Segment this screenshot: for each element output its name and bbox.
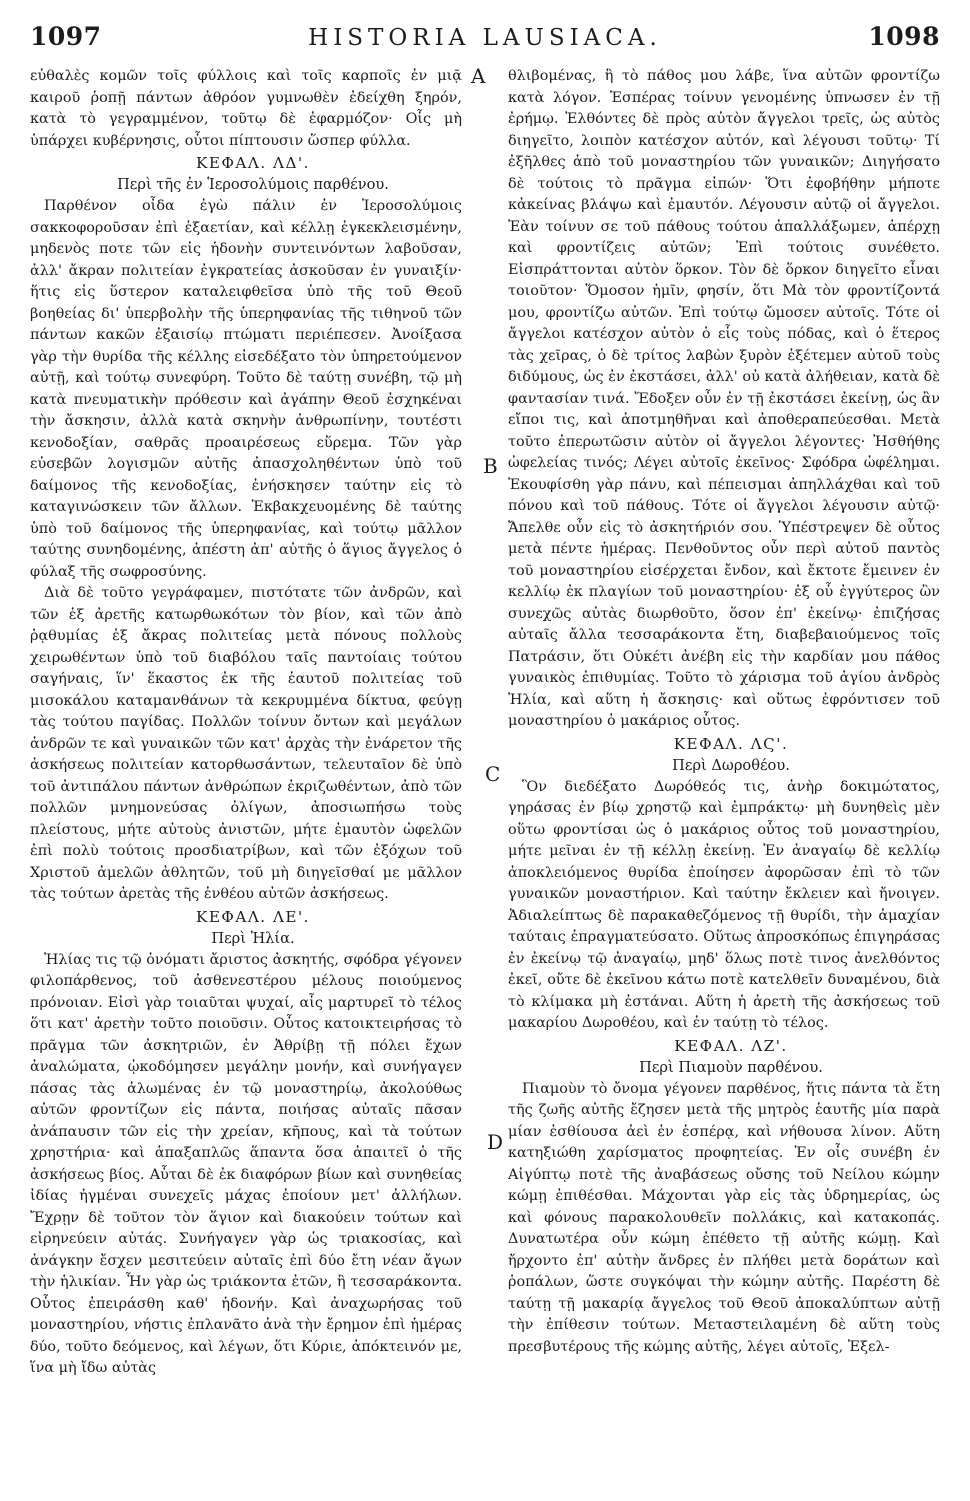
paragraph: Ἠλίας τις τῷ ὀνόματι ἄριστος ἀσκητής, σφόδρα γέγονεν φιλοπάρθενος, τοῦ ἀσθενεστέρου μέλους ποιούμενος πρόνοιαν. Εἰσὶ γὰρ τοιαῦται ψυχαί, αἷς μαρτυρεῖ τὸ τέλος ὅτι κατ' ἀρετὴν τοῦτο ποιοῦσιν. Οὗτος κατοικτειρήσας τὸ πρᾶγμα τῶν ἀσκητριῶν, ἐν Ἀθρίβῃ τῇ πόλει ἔχων ἀναλώματα, ᾠκοδόμησεν μεγάλην μονήν, καὶ συνήγαγεν πάσας τὰς ἀλωμένας ἐν τῷ μοναστηρίῳ, ἀκολούθως αὐτῶν φροντίζων εἰς πάντα, ποιήσας αὐταῖς πᾶσαν ἀνάπαυσιν τῶν εἰς τὴν χρείαν, κῆπους, καὶ τὰ τούτων χρηστήρια· καὶ ἁπαξαπλῶς ἅπαντα ὅσα ἀπαιτεῖ ὁ τῆς ἀσκήσεως βίος. Αὗται δὲ ἐκ διαφόρων βίων καὶ συνηθείας ἰδίας ἠγμέναι συνεχεῖς μάχας ἐποίουν μετ' ἀλλήλων. Ἔχρῃν δὲ τοῦτον τὸν ἅγιον καὶ διακούειν τούτων καὶ εἰρηνεύειν αὐτάς. Συνήγαγεν γὰρ ὡς τριακοσίας, καὶ ἀνάγκην ἔσχεν μεσιτεύειν αὐταῖς ἐπὶ δύο ἔτη νέαν ἄγων τὴν ἡλικίαν. Ἦν γὰρ ὡς τριάκοντα ἐτῶν, ἢ τεσσαράκοντα. Οὗτος ἐπειράσθη καθ' ἡδονήν. Καὶ ἀναχωρήσας τοῦ μοναστηρίου, νήστις ἐπλανᾶτο ἀνὰ τὴν ἔρημον ἐπὶ ἡμέρας δύο, τοῦτο δεόμενος, καὶ λέγων, ὅτι Κύριε, ἀπόκτεινόν με, ἵνα μὴ ἴδω αὐτὰς <box>30 951 462 1376</box>
chapter-subheading: Περὶ Πιαμοὺν παρθένου. <box>639 1058 823 1076</box>
running-title: HISTORIA LAUSIACA. <box>308 25 662 51</box>
chapter-heading: ΚΕΦΑΛ. ΛϚ'. <box>673 734 789 753</box>
chapter-subheading: Περὶ Ἠλία. <box>211 929 295 947</box>
left-column <box>30 66 462 1380</box>
margin-letter-c: C <box>485 762 501 786</box>
page-number-left: 1097 <box>30 22 102 51</box>
margin-letter-d: D <box>487 1130 504 1154</box>
margin-letter-a: A <box>471 64 486 88</box>
chapter-subheading: Περὶ Δωροθέου. <box>672 756 790 774</box>
chapter-heading: ΚΕΦΑΛ. ΛΖ'. <box>674 1036 788 1055</box>
paragraph: Παρθένον οἶδα ἐγὼ πάλιν ἐν Ἱεροσολύμοις σακκοφοροῦσαν ἐπὶ ἑξαετίαν, καὶ κέλλῃ ἐγκεκλεισμένην, μηδενὸς ποτε τῶν εἰς ἡδονὴν συντεινόντων λαβοῦσαν, ἀλλ' ἄκραν πολιτείαν ἐγκρατείας ἀσκοῦσαν ἐν γυναιξίν· ἥτις εἰς ὕστερον καταλειφθεῖσα ὑπὸ τῆς τοῦ Θεοῦ βοηθείας δι' ὑπερβολὴν τῆς ὑπερηφανίας τῆς τιθηνοῦ τῶν πάντων κακῶν ἐξαισίῳ πτώματι περιέπεσεν. Ἀνοίξασα γὰρ τὴν θυρίδα τῆς κέλλης εἰσεδέξατο τὸν ὑπηρετούμενον αὐτῇ, καὶ τούτῳ συνεφύρη. Τοῦτο δὲ ταύτῃ συνέβη, τῷ μὴ κατὰ πνευματικὴν πρόθεσιν καὶ ἀγάπην Θεοῦ ἐσχηκέναι τὴν ἄσκησιν, ἀλλὰ κατὰ σκηνὴν ἀνθρωπίνην, τουτέστι κενοδοξίαν, σαθρᾶς προαιρέσεως εὕρεμα. Τῶν γὰρ εὐσεβῶν λογισμῶν αὐτῆς ἀπασχοληθέντων ὑπὸ τοῦ δαίμονος τῆς κενοδοξίας, ἐνήσκησεν ταύτην εἰς τὸ καταγινώσκειν τῶν ἄλλων. Ἐκβακχευομένης δὲ ταύτης ὑπὸ τοῦ δαίμονος τῆς ὑπερηφανίας, καὶ τούτῳ μᾶλλον ταύτης συνηδομένης, ἀπέστη ἀπ' αὐτῆς ὁ ἅγιος ἄγγελος ὁ φύλαξ τῆς σωφροσύνης. <box>30 198 462 580</box>
paragraph: Διὰ δὲ τοῦτο γεγράφαμεν, πιστότατε τῶν ἀνδρῶν, καὶ τῶν ἐξ ἀρετῆς κατωρθωκότων τὸν βίον, καὶ τῶν ἀπὸ ῥᾳθυμίας ἐξ ἄκρας πολιτείας μετὰ πόνους πολλοὺς χειρωθέντων ὑπὸ τοῦ διαβόλου ταῖς παντοίαις τούτου σαγήναις, ἵν' ἕκαστος ἐκ τῆς ἑαυτοῦ πολιτείας τοῦ μισοκάλου καταμανθάνων τὰ κεκρυμμένα δίκτυα, φεύγῃ τὰς τούτου παγίδας. Πολλῶν τοίνυν ὄντων καὶ μεγάλων ἀνδρῶν τε καὶ γυναικῶν τῶν κατ' ἀρχὰς τὴν ἐνάρετον τῆς ἀσκήσεως πολιτείαν κατορθωσάντων, τελευταῖον δὲ ὑπὸ τοῦ ἀντιπάλου πάντων ἀνθρώπων ἐκριζωθέντων, ἀπὸ τῶν πολλῶν μνημονεύσας ὀλίγων, ἀποσιωπήσω τοὺς πλείστους, μήτε αὐτοὺς ἀνιστῶν, μήτε ἐμαυτὸν ὠφελῶν ἐπὶ πολὺ τούτοις προσδιατρίβων, καὶ τῶν ἐξόχων τοῦ Χριστοῦ ἀμελῶν ἀθλητῶν, τοῦ μὴ διηγεῖσθαί με μᾶλλον τὰς τούτων ἀρετὰς τῆς ἐνθέου αὐτῶν ἀσκήσεως. <box>30 585 462 902</box>
paragraph: Ὃν διεδέξατο Δωρόθεός τις, ἀνὴρ δοκιμώτατος, γηράσας ἐν βίῳ χρηστῷ καὶ ἐμπράκτῳ· μὴ δυνηθεὶς μὲν οὕτω φροντίσαι ὡς ὁ μακάριος οὗτος τοῦ μοναστηρίου, μήτε μεῖναι ἐν τῇ κέλλῃ ἐκείνῃ. Ἐν ἀναγαίῳ δὲ κελλίῳ ἀποκλειόμενος θυρίδα ἐποίησεν ἀφορῶσαν ἐπὶ τὸ τῶν γυναικῶν μοναστήριον. Καὶ ταύτην ἔκλειεν καὶ ἤνοιγεν. Ἀδιαλείπτως δὲ παρακαθεζόμενος τῇ θυρίδι, τὴν ἀμαχίαν ταύταις ἐπραγματεύσατο. Οὕτως ἀπροσκόπως ἐπιγηράσας ἐν ἐκείνῳ τῷ ἀναγαίῳ, μηδ' ὅλως ποτὲ τινος ἀνελθόντος ἐκεῖ, οὔτε δὲ ἐκεῖνου κάτω ποτὲ κατελθεῖν δυναμένου, διὰ τὸ κλίμακα μὴ ἐστάναι. Αὕτη ἡ ἀρετὴ τῆς ἀσκήσεως τοῦ μακαρίου Δωροθέου, καὶ ἐν ταύτῃ τὸ τέλος. <box>508 778 940 1031</box>
chapter-heading: ΚΕΦΑΛ. ΛΔ'. <box>196 154 310 172</box>
paragraph: εὐθαλὲς κομῶν τοῖς φύλλοις καὶ τοῖς καρποῖς ἐν μιᾷ καιροῦ ῥοπῇ πάντων ἀθρόον γυμνωθὲν ἐδείχθη ξηρόν, κατὰ τὸ γεγραμμένον, τοῦτῳ δὲ ἐφαρμόζον· Οἷς μὴ ὑπάρχει κυβέρνησις, οὗτοι πίπτουσιν ὥσπερ φύλλα. <box>30 68 462 149</box>
chapter-heading: ΚΕΦΑΛ. ΛΕ'. <box>195 907 311 926</box>
paragraph: Πιαμοὺν τὸ ὄνομα γέγονεν παρθένος, ἥτις πάντα τὰ ἔτη τῆς ζωῆς αὐτῆς ἔζησεν μετὰ τῆς μητρὸς ἑαυτῆς μία παρὰ μίαν ἐσθίουσα ἀεὶ ἐν ἑσπέρᾳ, καὶ νήθουσα λίνον. Αὕτη κατηξιώθη χαρίσματος προφητείας. Ἐν οἷς συνέβη ἐν Αἰγύπτῳ ποτὲ τῆς ἀναβάσεως οὔσης τοῦ Νείλου κώμην κώμῃ ἐπιθέσθαι. Μάχονται γὰρ εἰς τὰς ὑδρημερίας, ὡς καὶ φόνους παρακολουθεῖν πολλάκις, καὶ κατακοπάς. Δυνατωτέρα οὖν κώμη ἐπέθετο τῇ αὐτῆς κώμῃ. Καὶ ἤρχοντο ἐπ' αὐτὴν ἄνδρες ἐν πλήθει μετὰ δοράτων καὶ ῥοπάλων, ὥστε συγκόψαι τὴν κώμην αὐτῆς. Παρέστη δὲ ταύτῃ τῇ μακαρίᾳ ἄγγελος τοῦ Θεοῦ ἀποκαλύπτων αὐτῇ τὴν ἐπίθεσιν τούτων. Μεταστειλαμένη δὲ αὕτη τοὺς πρεσβυτέρους τῆς κώμης αὐτῆς, λέγει αὐτοῖς, Ἐξελ- <box>508 1080 940 1355</box>
paragraph: θλιβομένας, ἢ τὸ πάθος μου λάβε, ἵνα αὐτῶν φροντίζω κατὰ λόγον. Ἑσπέρας τοίνυν γενομένης ὑπνωσεν ἐν τῇ ἐρήμῳ. Ἐλθόντες δὲ πρὸς αὐτὸν ἄγγελοι τρεῖς, ὡς αὐτὸς διηγεῖτο, λοιπὸν κατέσχον αὐτόν, καὶ λέγουσι τοῦτῳ· Τί ἐξῆλθες ἀπὸ τοῦ μοναστηρίου τῶν γυναικῶν; Διηγήσατο δὲ τούτοις τὸ πρᾶγμα εἰπών· Ὅτι ἐφοβήθην μήποτε κἀκείνας βλάψω καὶ ἐμαυτόν. Λέγουσιν αὐτῷ οἱ ἄγγελοι. Ἐὰν τοίνυν σε τοῦ πάθους τούτου ἀπαλλάξωμεν, ἀπέρχῃ καὶ φροντίζεις αὐτῶν; Ἐπὶ τούτοις συνέθετο. Εἰσπράττονται αὐτὸν ὅρκον. Τὸν δὲ ὅρκον διηγεῖτο εἶναι τοιοῦτον· Ὅμοσον ἡμῖν, φησίν, ὅτι Μὰ τὸν φροντίζοντά μου, φροντίζω αὐτῶν. Ἐπὶ τούτῳ ὤμοσεν αὐτοῖς. Τότε οἱ ἄγγελοι κατέσχον αὐτὸν ὁ εἷς τοὺς πόδας, καὶ ὁ ἕτερος τὰς χεῖρας, ὁ δὲ τρίτος λαβὼν ξυρὸν ἐξέτεμεν αὐτοῦ τοὺς διδύμους, ὡς ἐν ἐκστάσει, ἀλλ' οὐ κατὰ ἀλήθειαν, κατὰ δὲ φαντασίαν τινά. Ἔδοξεν οὖν ἐν τῇ ἐκστάσει ἐκείνῃ, ὡς ἂν εἴποι τις, καὶ ἀποτμηθῆναι καὶ ἀποθεραπεύεσθαι. Μετὰ τοῦτο ἐπερωτῶσιν αὐτὸν οἱ ἄγγελοι λέγοντες· Ἠσθήθης ὠφελείας τινός; Λέγει αὐτοῖς ἐκεῖνος· Σφόδρα ὠφέλημαι. Ἐκουφίσθη γὰρ πάνυ, καὶ πέπεισμαι ἀπηλλάχθαι καὶ τοῦ πόνου καὶ τοῦ πάθους. Τότε οἱ ἄγγελοι λέγουσιν αὐτῷ· Ἄπελθε οὖν εἰς τὸ ἀσκητήριόν σου. Ὑπέστρεψεν δὲ οὗτος μετὰ πέντε ἡμέρας. Πενθοῦντος οὖν περὶ αὐτοῦ παντὸς τοῦ μοναστηρίου εἰσέρχεται ἔνδον, καὶ ἔκτοτε ἔμεινεν ἐν κελλίῳ ἐκ πλαγίων τοῦ μοναστηρίου· ἐξ οὗ ἐγγύτερος ὢν συνεχῶς αὐτὰς διωρθοῦτο, ὅσον ἐπ' ἐκείνῳ· ἐπιζήσας αὐταῖς ἄλλα τεσσαράκοντα ἔτη, διαβεβαιούμενος τοῖς Πατράσιν, ὅτι Οὐκέτι ἀνέβη εἰς τὴν καρδίαν μου πάθος γυναικὸς ἐπιθυμίας. Τοῦτο τὸ χάρισμα τοῦ ἁγίου ἀνδρὸς Ἠλία, καὶ αὕτη ἡ ἄσκησις· καὶ οὕτως ἐφρόντισεν τοῦ μοναστηρίου ὁ μακάριος οὗτος. <box>508 68 940 729</box>
page-number-right: 1098 <box>868 22 940 51</box>
chapter-subheading: Περὶ τῆς ἐν Ἱεροσολύμοις παρθένου. <box>117 176 389 193</box>
right-column <box>508 66 940 1358</box>
running-header <box>30 22 940 62</box>
margin-letter-b: B <box>483 454 498 478</box>
